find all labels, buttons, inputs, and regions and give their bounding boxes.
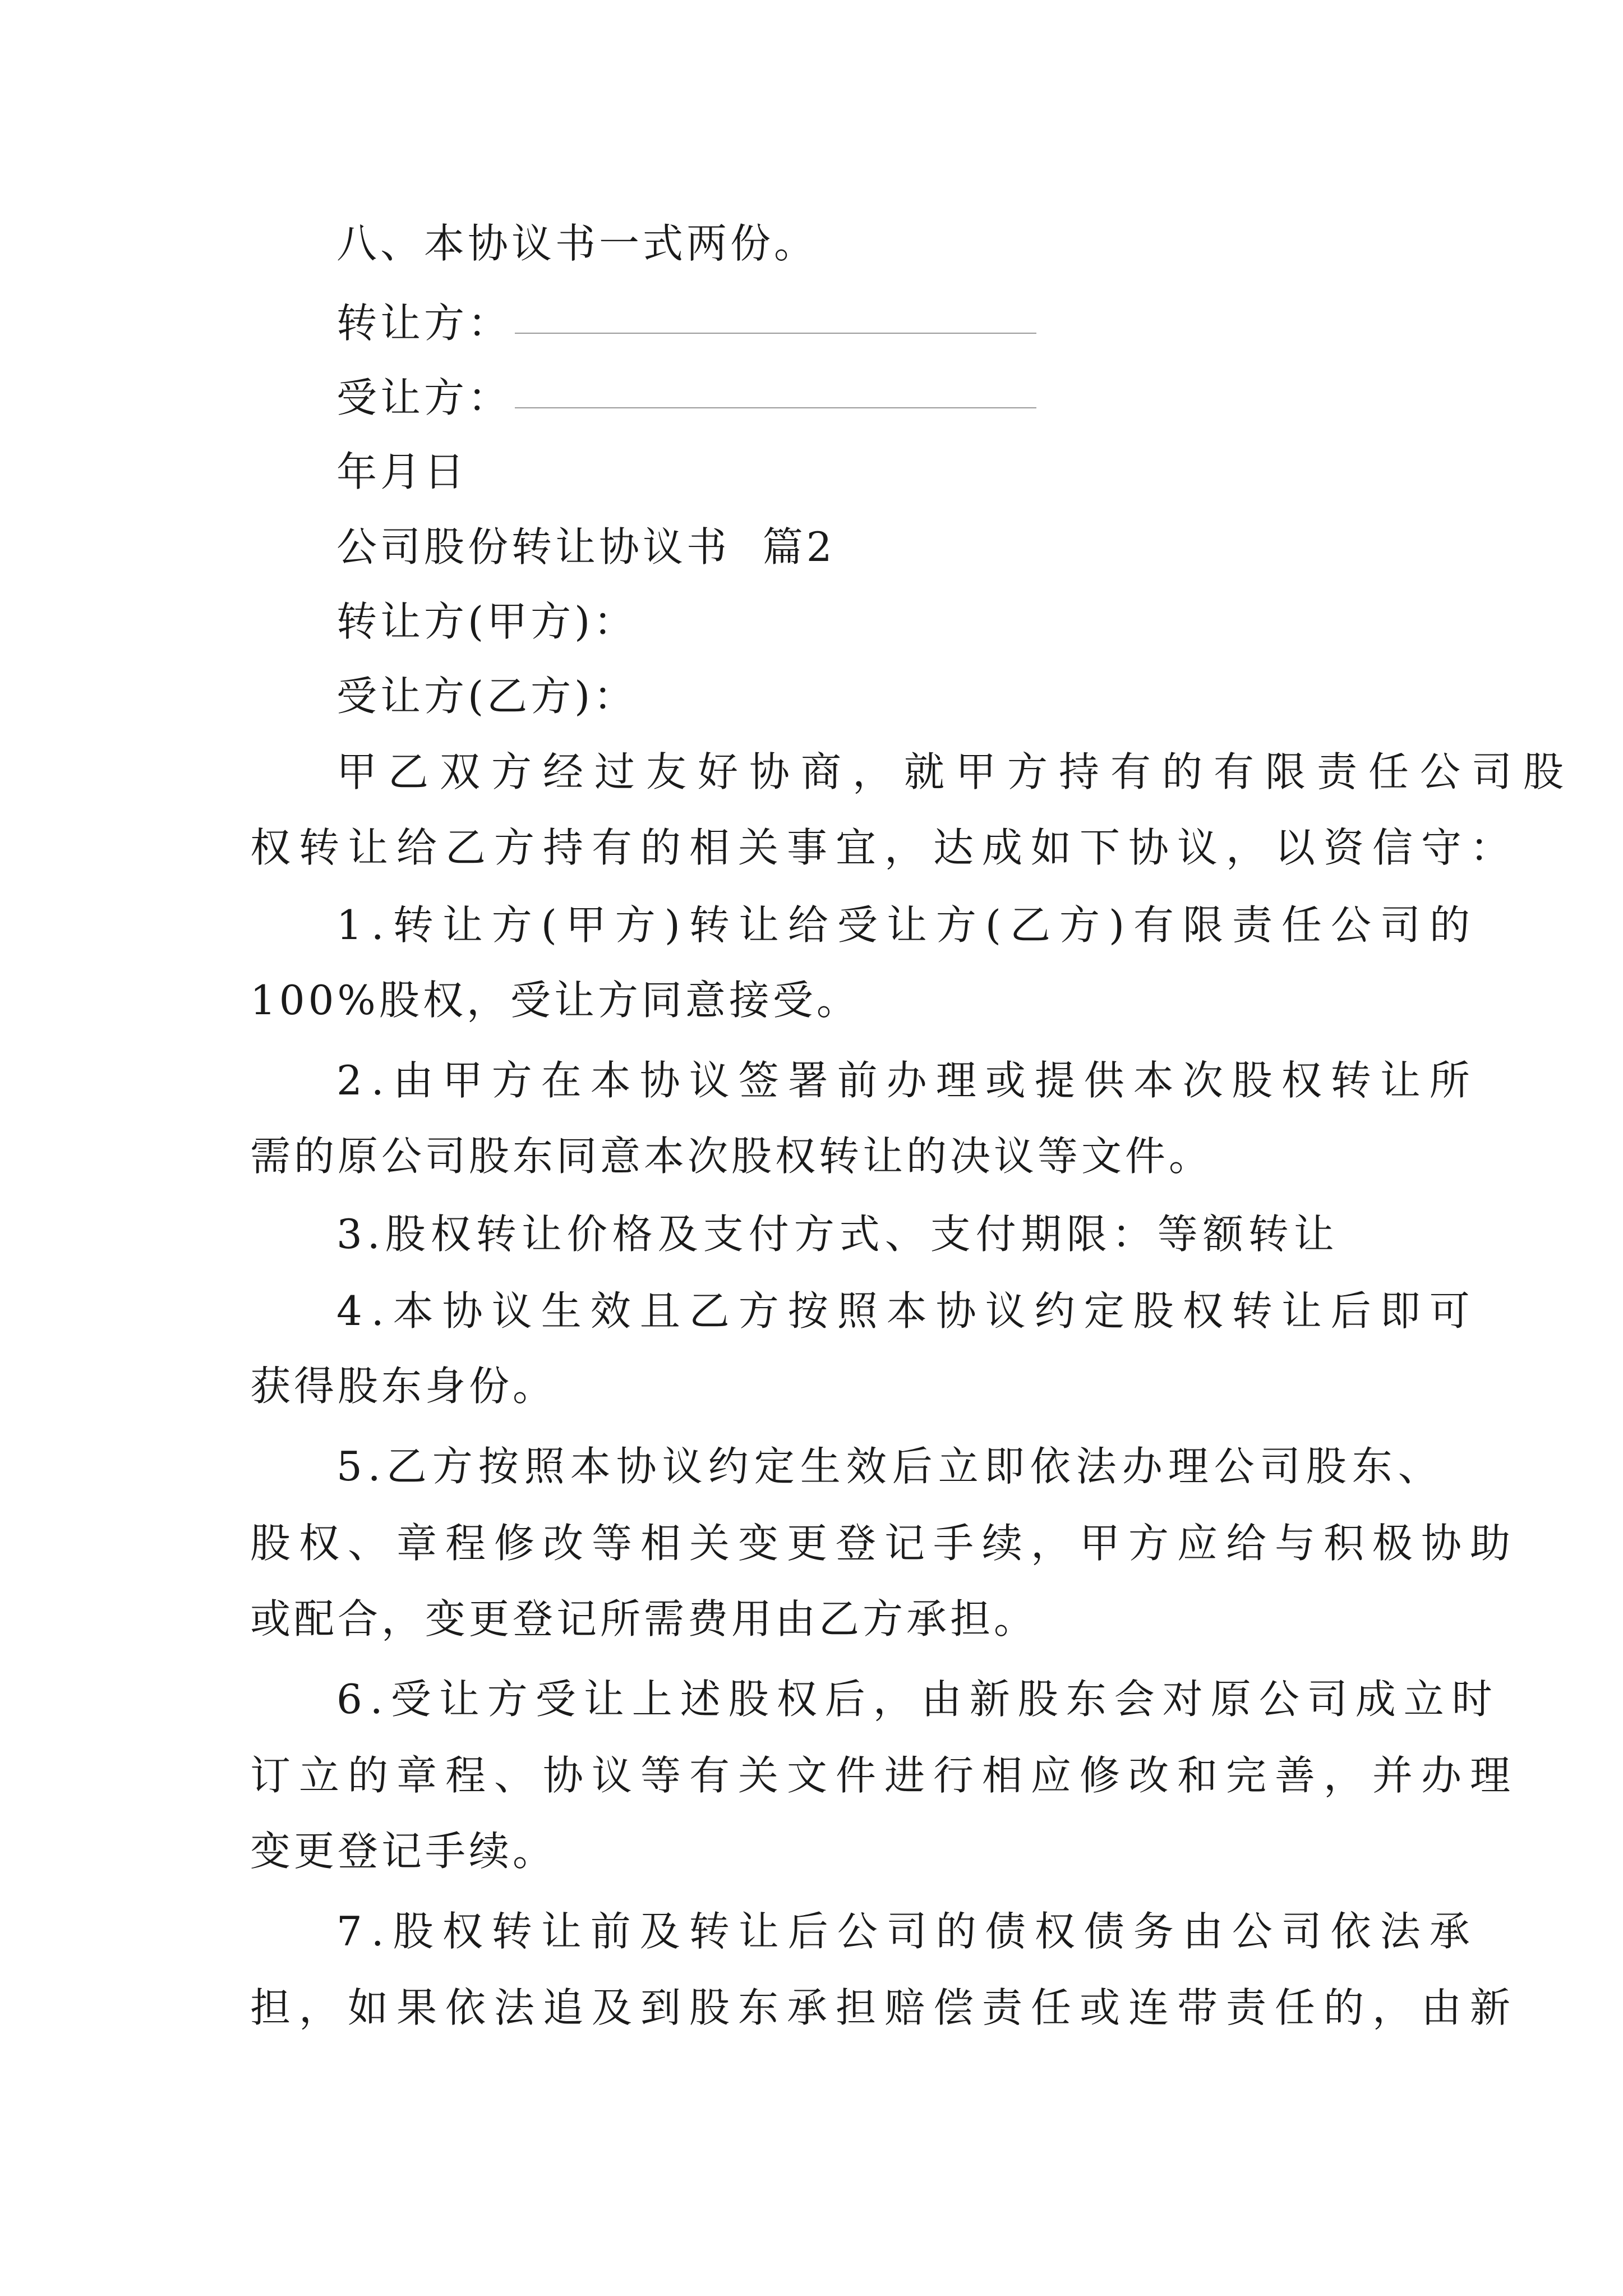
clause-line: 2.由甲方在本协议签署前办理或提供本次股权转让所 — [336, 1057, 1479, 1104]
clause-line: 1.转让方(甲方)转让给受让方(乙方)有限责任公司的 — [336, 901, 1479, 949]
clause-line: 或配合，变更登记所需费用由乙方承担。 — [250, 1595, 1038, 1642]
clause-line: 7.股权转让前及转让后公司的债权债务由公司依法承 — [336, 1908, 1479, 1955]
clause-line: 6.受让方受让上述股权后，由新股东会对原公司成立时 — [336, 1676, 1500, 1723]
clause-8: 八、本协议书一式两份。 — [336, 220, 818, 267]
date-line: 年月日 — [336, 448, 468, 495]
party-a-line: 转让方(甲方)： — [336, 598, 638, 645]
clause-line: 100%股权，受让方同意接受。 — [250, 977, 860, 1024]
intro-line: 权转让给乙方持有的相关事宜，达成如下协议，以资信守： — [250, 824, 1519, 871]
clause-line: 获得股东身份。 — [250, 1363, 557, 1410]
clause-line: 需的原公司股东同意本次股权转让的决议等文件。 — [250, 1133, 1213, 1180]
transferee-label: 受让方： — [336, 374, 512, 421]
intro-line: 甲乙双方经过友好协商，就甲方持有的有限责任公司股 — [336, 748, 1575, 795]
signature-blank — [515, 407, 1036, 408]
article-title: 公司股份转让协议书 篇2 — [336, 523, 836, 570]
clause-line: 5.乙方按照本协议约定生效后立即依法办理公司股东、 — [336, 1443, 1444, 1490]
transferee-signature-line — [336, 374, 1036, 421]
party-b-line: 受让方(乙方)： — [336, 673, 638, 720]
signature-blank — [515, 333, 1036, 334]
transferor-signature-line — [336, 300, 1036, 347]
clause-line: 4.本协议生效且乙方按照本协议约定股权转让后即可 — [336, 1287, 1479, 1335]
clause-line: 股权、章程修改等相关变更登记手续，甲方应给与积极协助 — [250, 1520, 1519, 1567]
clause-line: 变更登记手续。 — [250, 1828, 557, 1875]
clause-line: 3.股权转让价格及支付方式、支付期限：等额转让 — [336, 1211, 1339, 1258]
transferor-label: 转让方： — [336, 300, 512, 347]
clause-line: 担，如果依法追及到股东承担赔偿责任或连带责任的，由新 — [250, 1984, 1519, 2031]
clause-line: 订立的章程、协议等有关文件进行相应修改和完善，并办理 — [250, 1752, 1519, 1799]
